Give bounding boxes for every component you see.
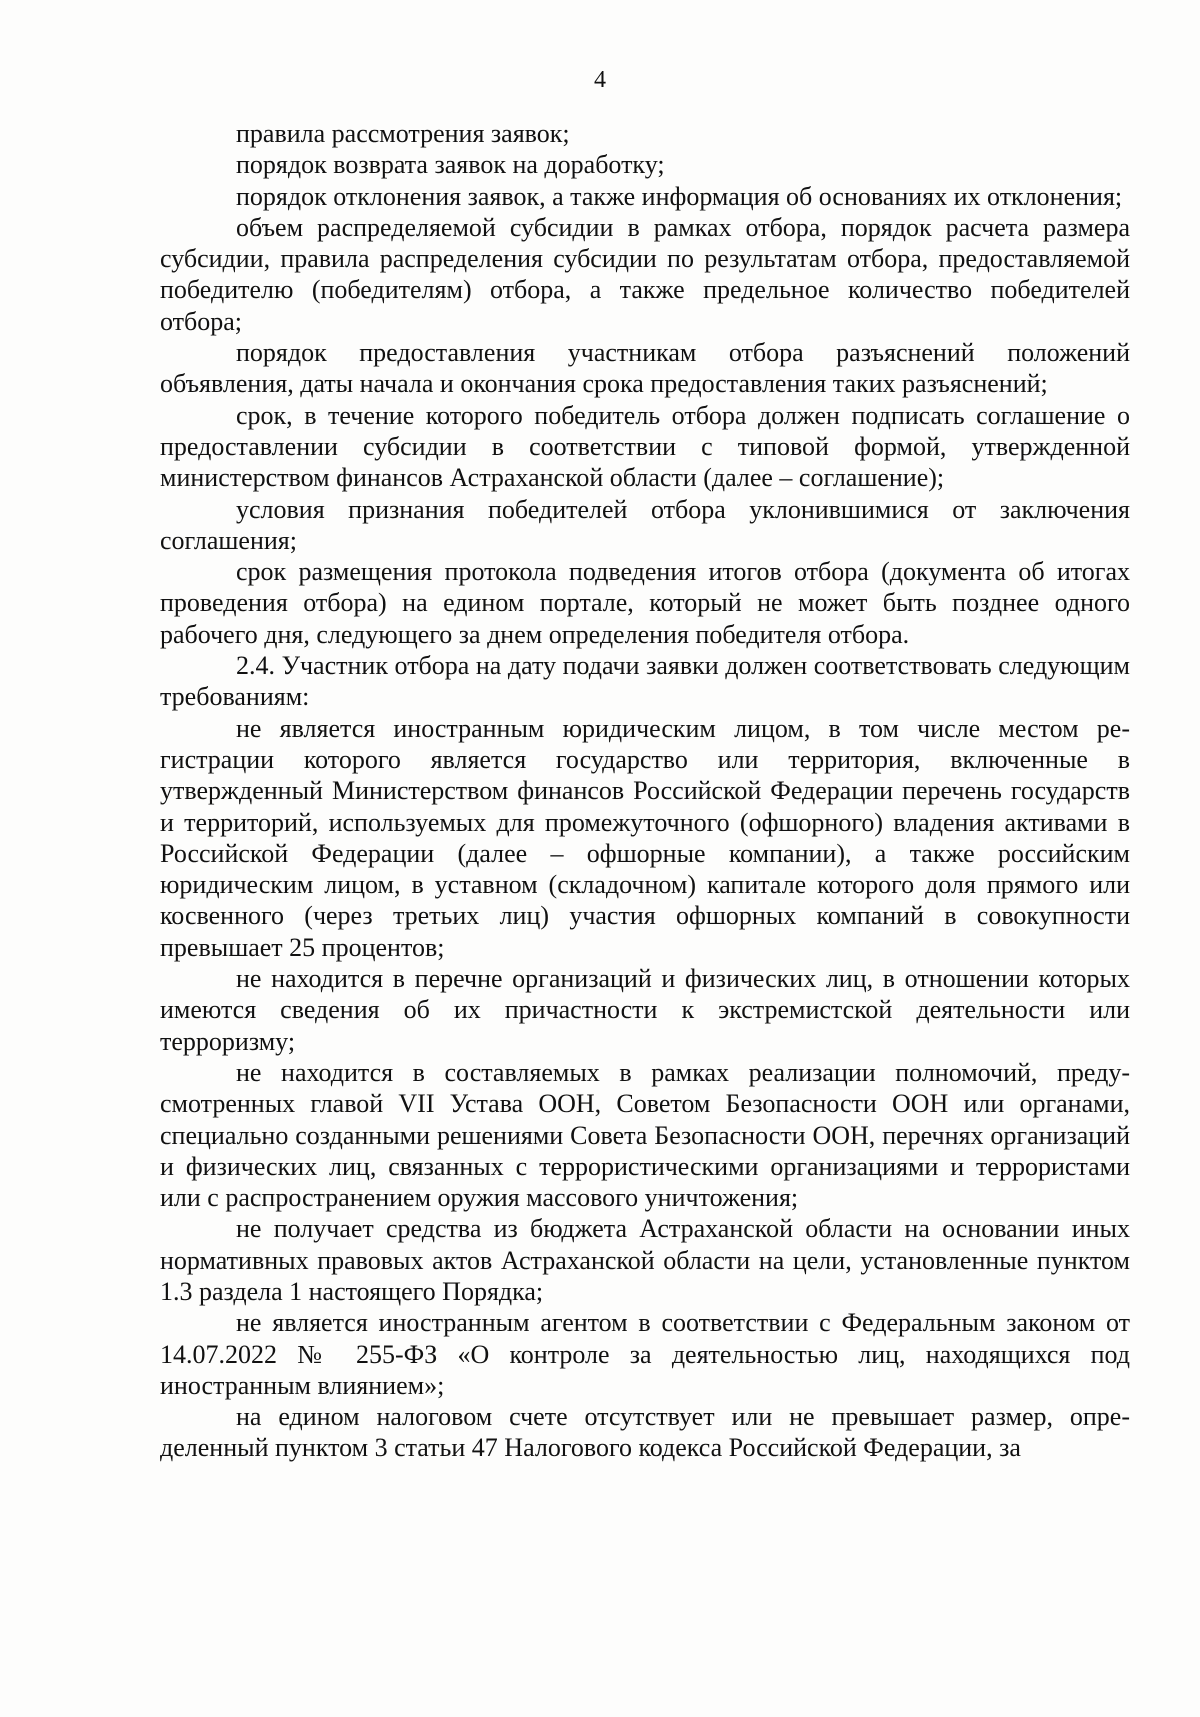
paragraph: не является иностранным агентом в соответствии с Федеральным законом от 14.07.2022 № 255-ФЗ «О контроле за деятельностью лиц, находящихся под иностранным влиянием»; [160, 1308, 1130, 1400]
paragraph: условия признания победителей отбора уклонившимися от заключения соглашения; [160, 494, 1130, 555]
paragraph: порядок отклонения заявок, а также информация об основаниях их отклонения; [236, 181, 1123, 211]
paragraph: не получает средства из бюджета Астраханской области на основании иных нормативных правовых актов Астраханской области на цели, установленные пунктом 1.3 раздела 1 настоящего Порядка; [160, 1214, 1130, 1306]
paragraph: порядок возврата заявок на доработку; [236, 150, 665, 180]
paragraph: срок размещения протокола подведения итогов отбора (документа об итогах проведения отбора) на едином портале, который не может быть позднее одного рабочего дня, следующего за днем определения победителя отбора. [160, 557, 1130, 649]
page-number: 4 [594, 67, 606, 93]
paragraph: порядок предоставления участникам отбора разъяснений положений объявления, даты начала и окончания срока предоставления таких разъяснений; [160, 338, 1130, 399]
paragraph: срок, в течение которого победитель отбора должен подписать соглашение о предоставлении субсидии в соответствии с типовой формой, утвержденной министерством финансов Астраханской области (далее – соглашение); [160, 400, 1130, 493]
paragraph: на едином налоговом счете отсутствует или не превышает размер, определенный пунктом 3 статьи 47 Налогового кодекса Российской Федерации, за [160, 1402, 1130, 1463]
paragraph: правила рассмотрения заявок; [236, 119, 570, 148]
paragraph: не находится в составляемых в рамках реализации полномочий, предусмотренных главой VII Устава ООН, Советом Безопасности ООН или органами, специально созданными решениями Совета Безопасности ООН, перечнях организаций и физических лиц, связанных с террористическими организациями и террористами или с распространением оружия массового уничтожения; [160, 1057, 1130, 1213]
paragraph: 2.4. Участник отбора на дату подачи заявки должен соответствовать следующим требованиям: [160, 651, 1130, 712]
paragraph: объем распределяемой субсидии в рамках отбора, порядок расчета размера субсидии, правила распределения субсидии по результатам отбора, предоставляемой победителю (победителям) отбора, а также предельное количество победителей отбора; [160, 212, 1130, 336]
paragraph: не является иностранным юридическим лицом, в том числе местом регистрации которого является государство или территория, включенные в утвержденный Министерством финансов Российской Федерации перечень государств и территорий, используемых для промежуточного (офшорного) владения активами в Российской Федерации (далее – офшорные компании), а также российским юридическим лицом, в уставном (складочном) капитале которого доля прямого или косвенного (через третьих лиц) участия офшорных компаний в совокупности превышает 25 процентов; [160, 713, 1130, 962]
document-body [160, 118, 1130, 1464]
paragraph: не находится в перечне организаций и физических лиц, в отношении которых имеются сведения об их причастности к экстремистской деятельности или терроризму; [160, 964, 1130, 1056]
